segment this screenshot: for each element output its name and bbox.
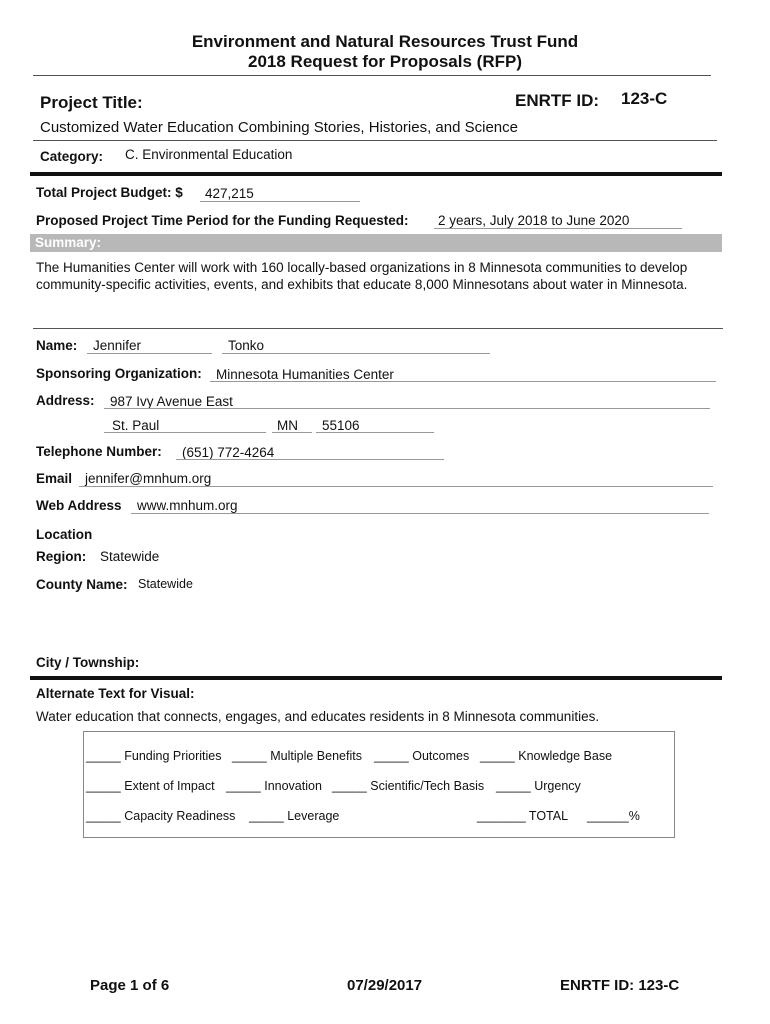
time-period-value: 2 years, July 2018 to June 2020 <box>438 213 630 228</box>
region-label: Region: <box>36 549 87 564</box>
web-address-underline <box>131 513 709 514</box>
footer-page-number: Page 1 of 6 <box>90 977 170 994</box>
sponsoring-org-underline <box>210 381 716 382</box>
telephone-label: Telephone Number: <box>36 444 162 459</box>
email-value: jennifer@mnhum.org <box>85 471 212 486</box>
county-label: County Name: <box>36 577 128 592</box>
web-address-value: www.mnhum.org <box>137 498 238 513</box>
time-period-label: Proposed Project Time Period for the Funding Requested: <box>36 213 409 228</box>
alt-text-label: Alternate Text for Visual: <box>36 686 195 701</box>
budget-label: Total Project Budget: $ <box>36 185 183 200</box>
street-value: 987 Ivy Avenue East <box>110 394 233 409</box>
score-multiple-benefits: _____ Multiple Benefits <box>232 749 362 763</box>
category-divider <box>30 172 722 176</box>
form-title: Environment and Natural Resources Trust Fund <box>191 32 579 51</box>
name-label: Name: <box>36 338 78 353</box>
category-value: C. Environmental Education <box>125 147 293 162</box>
first-name-value: Jennifer <box>93 338 142 353</box>
web-address-label: Web Address <box>36 498 122 513</box>
telephone-underline <box>176 459 444 460</box>
score-total: _______ TOTAL <box>477 809 569 823</box>
zip-underline <box>316 432 434 433</box>
city-township-label: City / Township: <box>36 655 140 670</box>
county-value: Statewide <box>138 577 193 591</box>
address-label: Address: <box>36 393 95 408</box>
score-scientific-tech-basis: _____ Scientific/Tech Basis <box>332 779 485 793</box>
telephone-value: (651) 772-4264 <box>182 445 275 460</box>
location-heading: Location <box>36 527 93 542</box>
budget-underline <box>200 201 360 202</box>
first-name-underline <box>87 353 212 354</box>
state-value: MN <box>277 418 298 433</box>
email-label: Email <box>36 471 73 486</box>
summary-label: Summary: <box>35 235 102 250</box>
score-percent: ______% <box>587 809 640 823</box>
last-name-underline <box>222 353 490 354</box>
score-funding-priorities: _____ Funding Priorities <box>86 749 222 763</box>
sponsoring-org-label: Sponsoring Organization: <box>36 366 202 381</box>
street-underline <box>104 408 710 409</box>
footer-enrtf-id: ENRTF ID: 123-C <box>560 977 680 994</box>
time-period-underline <box>434 228 682 229</box>
title-divider <box>33 140 717 141</box>
project-title-value: Customized Water Education Combining Stories, Histories, and Science <box>40 119 518 136</box>
score-urgency: _____ Urgency <box>496 779 581 793</box>
zip-value: 55106 <box>322 418 360 433</box>
state-underline <box>272 432 312 433</box>
location-divider <box>30 676 722 680</box>
header-divider <box>33 75 711 76</box>
score-extent-of-impact: _____ Extent of Impact <box>86 779 215 793</box>
city-underline <box>104 432 266 433</box>
summary-text: The Humanities Center will work with 160 locally-based organizations in 8 Minnesota communities to develop community-specific activities, events, and exhibits that educate 8,000 Minnesotans about water in Minnesota. <box>36 260 688 292</box>
region-value: Statewide <box>100 549 160 564</box>
score-knowledge-base: _____ Knowledge Base <box>480 749 613 763</box>
enrtf-id-value: 123-C <box>621 89 668 108</box>
score-outcomes: _____ Outcomes <box>374 749 470 763</box>
enrtf-id-label: ENRTF ID: <box>515 91 600 110</box>
city-value: St. Paul <box>112 418 160 433</box>
footer-date: 07/29/2017 <box>347 977 423 994</box>
email-underline <box>79 486 713 487</box>
summary-bar <box>30 234 722 252</box>
alt-text-value: Water education that connects, engages, and educates residents in 8 Minnesota communities. <box>36 709 600 724</box>
score-innovation: _____ Innovation <box>226 779 322 793</box>
form-subtitle: 2018 Request for Proposals (RFP) <box>248 52 522 71</box>
score-capacity-readiness: _____ Capacity Readiness <box>86 809 236 823</box>
summary-divider <box>33 328 723 329</box>
budget-value: 427,215 <box>205 186 254 201</box>
last-name-value: Tonko <box>228 338 265 353</box>
project-title-label: Project Title: <box>40 93 143 112</box>
category-label: Category: <box>40 149 104 164</box>
score-leverage: _____ Leverage <box>249 809 340 823</box>
sponsoring-org-value: Minnesota Humanities Center <box>216 367 394 382</box>
